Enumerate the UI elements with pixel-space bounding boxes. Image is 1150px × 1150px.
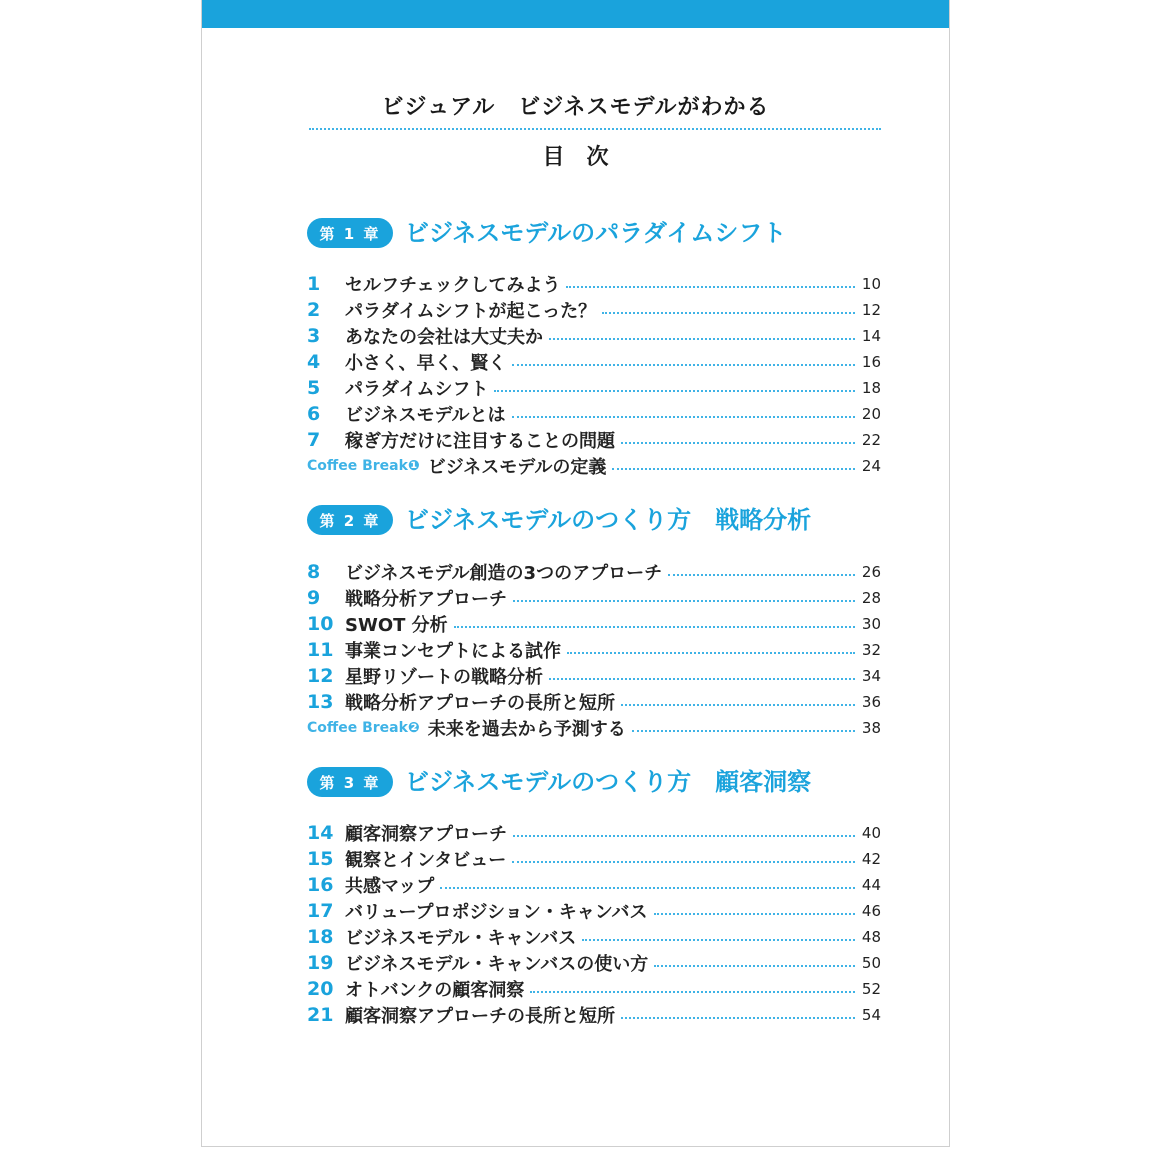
dot-leader xyxy=(512,861,855,863)
entry-number: 8 xyxy=(307,561,321,583)
dot-leader xyxy=(612,468,855,470)
entry-page: 40 xyxy=(861,824,881,842)
coffee-break-label: Coffee Break❶ xyxy=(307,458,420,474)
entry-number: 1 xyxy=(307,273,321,295)
coffee-break-label: Coffee Break❷ xyxy=(307,720,420,736)
toc-heading: 目 次 xyxy=(542,145,609,170)
dot-leader xyxy=(567,652,855,654)
entry-title: ビジネスモデルの定義 xyxy=(427,457,607,478)
entry-title: 顧客洞察アプローチ xyxy=(345,824,507,845)
entry-number: 5 xyxy=(307,377,321,399)
entry-page: 54 xyxy=(861,1006,881,1024)
entry-number: 19 xyxy=(307,952,334,974)
entry-number: 12 xyxy=(307,665,334,687)
chapter-title: ビジネスモデルのつくり方 顧客洞察 xyxy=(405,768,812,796)
entry-number: 20 xyxy=(307,978,334,1000)
toc-entry[interactable] xyxy=(307,820,881,846)
entry-title: ビジネスモデル・キャンバスの使い方 xyxy=(345,954,649,975)
entry-number: 9 xyxy=(307,587,321,609)
entry-title: 事業コンセプトによる試作 xyxy=(345,641,561,662)
entry-number: 13 xyxy=(307,691,334,713)
chapter-title: ビジネスモデルのつくり方 戦略分析 xyxy=(405,506,812,534)
toc-entry[interactable] xyxy=(307,637,881,663)
entry-title: ビジネスモデルとは xyxy=(345,405,506,426)
entry-title: 戦略分析アプローチ xyxy=(345,589,507,610)
entry-title: 顧客洞察アプローチの長所と短所 xyxy=(345,1006,615,1027)
dot-leader xyxy=(668,574,855,576)
toc-entry[interactable] xyxy=(307,898,881,924)
entry-title: 小さく、早く、賢く xyxy=(345,353,507,374)
dot-leader xyxy=(621,1017,855,1019)
dot-leader xyxy=(654,913,856,915)
entry-number: 6 xyxy=(307,403,321,425)
entry-page: 46 xyxy=(861,902,881,920)
toc-entry[interactable] xyxy=(307,1002,881,1028)
dot-leader xyxy=(654,965,855,967)
entry-title: 未来を過去から予測する xyxy=(427,719,626,740)
entry-page: 48 xyxy=(861,928,881,946)
entry-number: 16 xyxy=(307,874,334,896)
toc-entry[interactable] xyxy=(307,271,881,297)
toc-entry[interactable] xyxy=(307,559,881,585)
chapter-3-header xyxy=(307,763,887,803)
toc-entry-coffee-break[interactable] xyxy=(307,453,881,479)
entry-title: ビジネスモデル創造の3つのアプローチ xyxy=(345,563,663,584)
toc-entry[interactable] xyxy=(307,846,881,872)
entry-page: 10 xyxy=(861,275,881,293)
entry-title: 星野リゾートの戦略分析 xyxy=(345,667,543,688)
entry-page: 28 xyxy=(861,589,881,607)
chapter-1-header xyxy=(307,214,887,254)
toc-entry[interactable] xyxy=(307,375,881,401)
entry-number: 7 xyxy=(307,429,321,451)
toc-entry[interactable] xyxy=(307,924,881,950)
entry-number: 17 xyxy=(307,900,334,922)
dot-leader xyxy=(440,887,855,889)
entry-page: 52 xyxy=(861,980,881,998)
entry-number: 21 xyxy=(307,1004,334,1026)
toc-entry-coffee-break[interactable] xyxy=(307,715,881,741)
chapter-badge: 第 1 章 xyxy=(307,218,393,248)
entry-title: 戦略分析アプローチの長所と短所 xyxy=(345,693,615,714)
dot-leader xyxy=(621,442,855,444)
toc-entry[interactable] xyxy=(307,323,881,349)
entry-title: 観察とインタビュー xyxy=(345,850,507,871)
entry-page: 38 xyxy=(861,719,881,737)
dot-leader xyxy=(602,312,855,314)
entry-page: 12 xyxy=(861,301,881,319)
toc-entry[interactable] xyxy=(307,401,881,427)
toc-entry[interactable] xyxy=(307,872,881,898)
dot-leader xyxy=(632,730,855,732)
toc-page xyxy=(201,0,950,1147)
entry-page: 20 xyxy=(861,405,881,423)
entry-number: 14 xyxy=(307,822,334,844)
entry-number: 18 xyxy=(307,926,334,948)
dot-leader xyxy=(549,338,855,340)
book-title: ビジュアル ビジネスモデルがわかる xyxy=(381,95,770,120)
entry-title: パラダイムシフトが起こった？ xyxy=(345,301,597,322)
entry-page: 24 xyxy=(861,457,881,475)
toc-entry[interactable] xyxy=(307,976,881,1002)
entry-page: 14 xyxy=(861,327,881,345)
entry-title: ビジネスモデル・キャンバス xyxy=(345,928,577,949)
dot-leader xyxy=(512,364,855,366)
dot-leader xyxy=(549,678,855,680)
entry-title: 稼ぎ方だけに注目することの問題 xyxy=(345,431,615,452)
entry-number: 3 xyxy=(307,325,321,347)
entry-page: 30 xyxy=(861,615,881,633)
toc-entry[interactable] xyxy=(307,349,881,375)
entry-title: あなたの会社は大丈夫か xyxy=(345,327,543,348)
entry-page: 32 xyxy=(861,641,881,659)
entry-number: 15 xyxy=(307,848,334,870)
entry-number: 4 xyxy=(307,351,321,373)
toc-entry[interactable] xyxy=(307,663,881,689)
entry-title: オトバンクの顧客洞察 xyxy=(345,980,525,1001)
entry-page: 26 xyxy=(861,563,881,581)
entry-title: SWOT 分析 xyxy=(345,615,448,636)
dot-leader xyxy=(582,939,855,941)
toc-entry[interactable] xyxy=(307,585,881,611)
entry-title: パラダイムシフト xyxy=(345,379,489,400)
dot-leader xyxy=(621,704,855,706)
toc-entry[interactable] xyxy=(307,950,881,976)
entry-page: 42 xyxy=(861,850,881,868)
entry-number: 2 xyxy=(307,299,321,321)
entry-page: 22 xyxy=(861,431,881,449)
top-color-bar xyxy=(202,0,949,28)
entry-page: 36 xyxy=(861,693,881,711)
dot-leader xyxy=(513,600,855,602)
chapter-badge: 第 3 章 xyxy=(307,767,393,797)
entry-number: 10 xyxy=(307,613,334,635)
entry-title: セルフチェックしてみよう xyxy=(345,275,561,296)
dot-leader xyxy=(513,835,855,837)
toc-entry[interactable] xyxy=(307,297,881,323)
entry-page: 50 xyxy=(861,954,881,972)
entry-page: 44 xyxy=(861,876,881,894)
dot-leader xyxy=(512,416,855,418)
chapter-title: ビジネスモデルのパラダイムシフト xyxy=(405,219,787,247)
entry-page: 18 xyxy=(861,379,881,397)
dot-leader xyxy=(494,390,855,392)
chapter-2-header xyxy=(307,501,887,541)
entry-page: 16 xyxy=(861,353,881,371)
chapter-badge: 第 2 章 xyxy=(307,505,393,535)
toc-entry[interactable] xyxy=(307,427,881,453)
toc-entry[interactable] xyxy=(307,689,881,715)
title-divider xyxy=(309,128,881,130)
dot-leader xyxy=(530,991,855,993)
entry-number: 11 xyxy=(307,639,334,661)
toc-entry[interactable] xyxy=(307,611,881,637)
entry-title: バリュープロポジション・キャンバス xyxy=(345,902,648,923)
dot-leader xyxy=(566,286,855,288)
entry-title: 共感マップ xyxy=(345,876,435,897)
entry-page: 34 xyxy=(861,667,881,685)
dot-leader xyxy=(454,626,855,628)
